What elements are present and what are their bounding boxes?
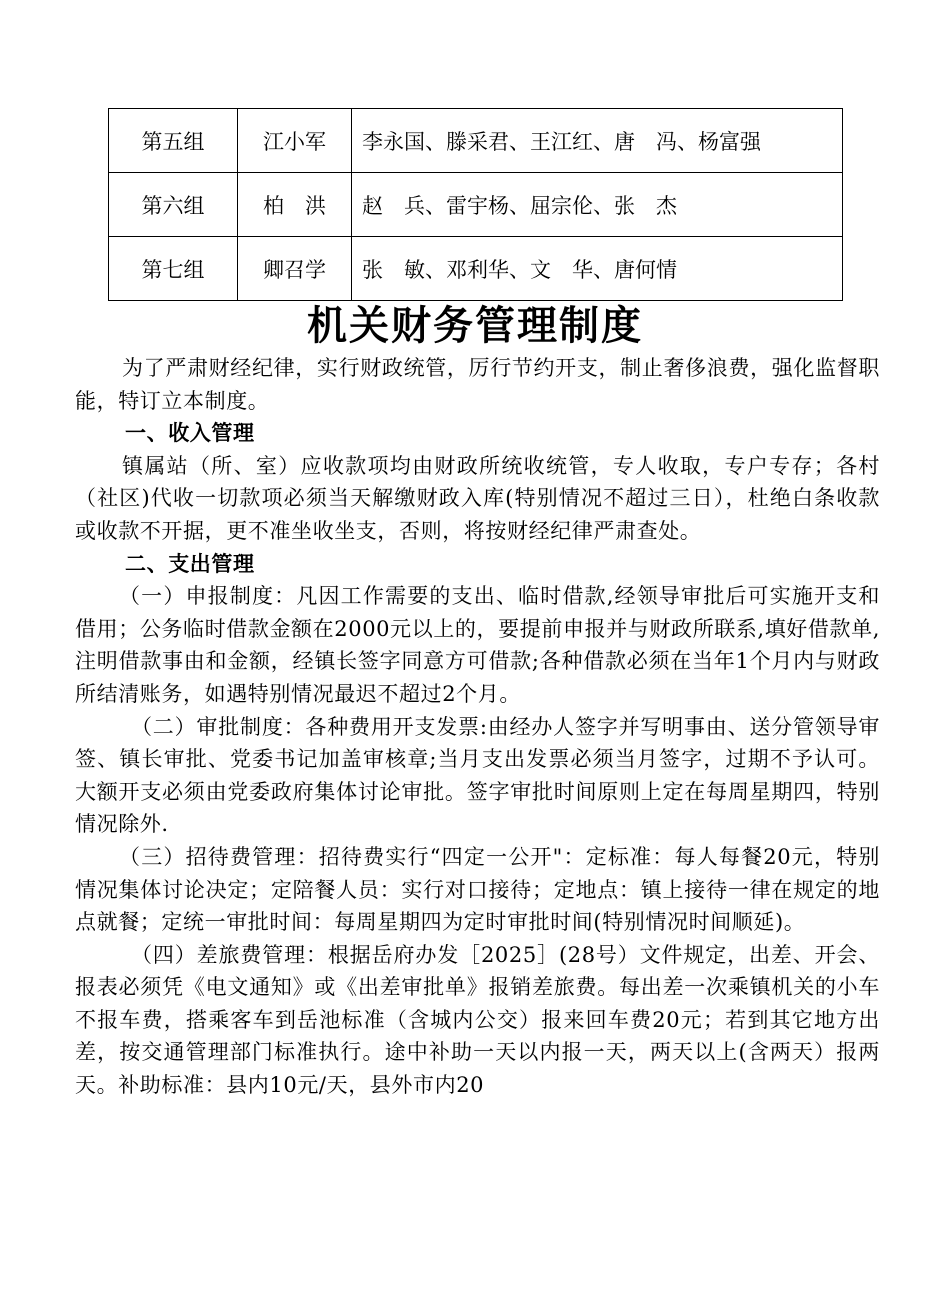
group-members-cell: 赵 兵、雷宇杨、屈宗伦、张 杰 [352,173,843,237]
group-member-table [108,108,843,301]
group-leader-cell: 柏 洪 [238,173,352,237]
group-name-cell: 第七组 [109,237,238,301]
group-leader-cell: 江小军 [238,109,352,173]
group-leader-cell: 卿召学 [238,237,352,301]
document-body [75,352,880,1102]
section-heading-income: 一、收入管理 [125,420,255,446]
hospitality-paragraph: （三）招待费管理：招待费实行“四定一公开"：定标准：每人每餐20元，特别情况集体讨论决定；定陪餐人员：实行对口接待；定地点：镇上接待一律在规定的地点就餐；定统一审批时间：每周星期四为定时审批时间(特别情况时间顺延)。 [75,844,880,935]
declaration-paragraph: （一）申报制度：凡因工作需要的支出、临时借款,经领导审批后可实施开支和借用；公务临时借款金额在2000元以上的，要提前申报并与财政所联系,填好借款单,注明借款事由和金额，经镇长签字同意方可借款;各种借款必须在当年1个月内与财政所结清账务，如遇特别情况最迟不超过2个月。 [75,584,880,706]
travel-paragraph: （四）差旅费管理：根据岳府办发［2025］(28号）文件规定，出差、开会、报表必须凭《电文通知》或《出差审批单》报销差旅费。每出差一次乘镇机关的小车不报车费，搭乘客车到岳池标准（含城内公交）报来回车费20元；若到其它地方出差，按交通管理部门标准执行。途中补助一天以内报一天，两天以上(含两天）报两天。补助标准：县内10元/天，县外市内20 [75,942,880,1098]
table-row [109,173,843,237]
section-heading-expense: 二、支出管理 [125,550,255,576]
intro-paragraph: 为了严肃财经纪律，实行财政统管，厉行节约开支，制止奢侈浪费，强化监督职能，特订立本制度。 [75,356,880,413]
table-row [109,109,843,173]
table-row [109,237,843,301]
document-title: 机关财务管理制度 [307,302,643,349]
group-members-cell: 李永国、滕采君、王江红、唐 冯、杨富强 [352,109,843,173]
income-paragraph: 镇属站（所、室）应收款项均由财政所统收统管，专人收取，专户专存；各村（社区)代收一切款项必须当天解缴财政入库(特别情况不超过三日），杜绝白条收款或收款不开据，更不准坐收坐支，否则，将按财经纪律严肃查处。 [75,453,880,543]
group-members-cell: 张 敏、邓利华、文 华、唐何情 [352,237,843,301]
approval-paragraph: （二）审批制度：各种费用开支发票:由经办人签字并写明事由、送分管领导审签、镇长审批、党委书记加盖审核章;当月支出发票必须当月签字，过期不予认可。大额开支必须由党委政府集体讨论审批。签字审批时间原则上定在每周星期四，特别情况除外. [75,714,880,837]
group-name-cell: 第六组 [109,173,238,237]
group-name-cell: 第五组 [109,109,238,173]
